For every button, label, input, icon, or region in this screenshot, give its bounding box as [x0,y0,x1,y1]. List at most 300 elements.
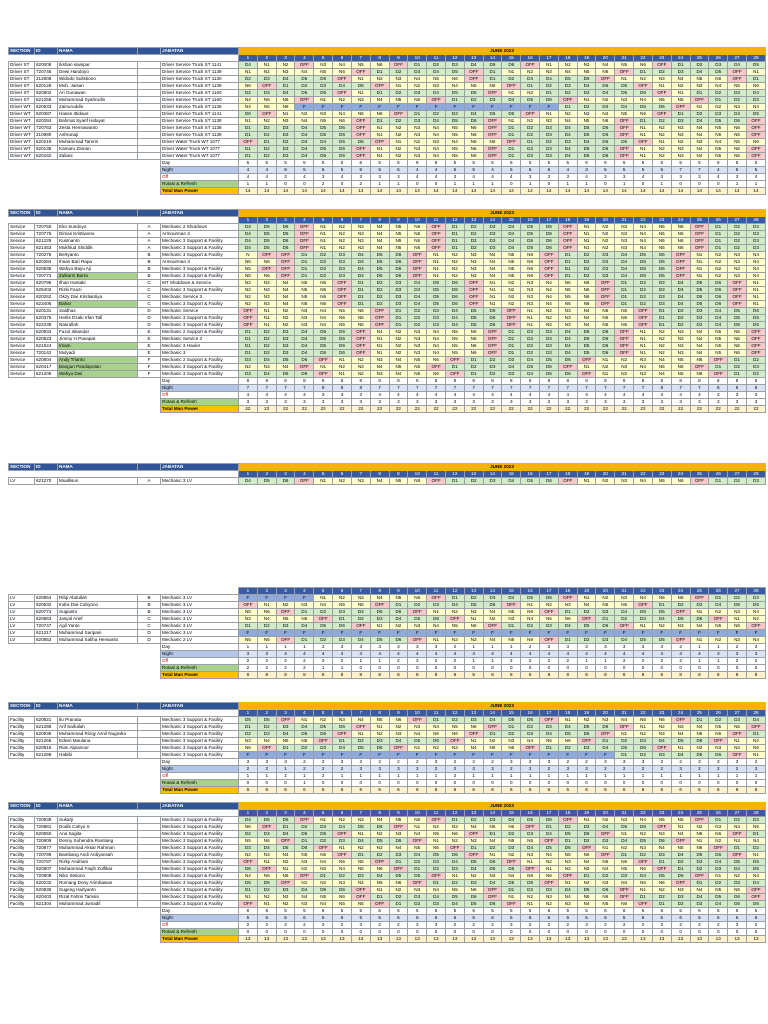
shift-cell[interactable]: N5 [596,315,615,322]
shift-cell[interactable]: OFF [596,852,615,859]
shift-cell[interactable]: N1 [483,287,502,294]
shift-cell[interactable]: D1 [351,301,370,308]
shift-cell[interactable]: D3 [408,69,427,76]
shift-cell[interactable]: OFF [257,83,276,90]
shift-cell[interactable]: N4 [652,371,671,378]
shift-cell[interactable]: N6 [314,287,333,294]
shift-cell[interactable]: D6 [746,859,765,866]
shift-cell[interactable]: D4 [483,717,502,724]
shift-cell[interactable]: D5 [709,118,728,125]
employee-row[interactable] [9,630,766,637]
shift-cell[interactable]: D1 [445,224,464,231]
shift-cell[interactable]: N3 [314,62,333,69]
shift-cell[interactable]: F [408,752,427,759]
shift-cell[interactable]: D4 [295,132,314,139]
shift-cell[interactable]: N3 [671,724,690,731]
shift-cell[interactable]: OFF [690,873,709,880]
shift-cell[interactable]: D4 [652,616,671,623]
shift-cell[interactable]: D2 [257,343,276,350]
shift-cell[interactable]: N6 [464,887,483,894]
shift-cell[interactable]: OFF [709,738,728,745]
shift-cell[interactable]: D2 [351,616,370,623]
shift-cell[interactable]: D4 [445,315,464,322]
shift-cell[interactable]: N6 [671,231,690,238]
shift-cell[interactable]: N4 [239,97,258,104]
shift-cell[interactable]: OFF [239,139,258,146]
shift-cell[interactable]: N6 [728,724,747,731]
shift-cell[interactable]: N6 [370,62,389,69]
shift-cell[interactable]: N5 [427,76,446,83]
shift-cell[interactable]: N1 [314,364,333,371]
shift-cell[interactable]: OFF [746,329,765,336]
shift-cell[interactable]: D1 [671,866,690,873]
shift-cell[interactable]: D4 [276,831,295,838]
shift-cell[interactable]: D4 [295,343,314,350]
shift-cell[interactable]: N1 [577,595,596,602]
shift-cell[interactable]: D2 [408,859,427,866]
shift-cell[interactable]: N4 [690,887,709,894]
shift-cell[interactable]: D4 [558,623,577,630]
shift-cell[interactable]: OFF [483,336,502,343]
shift-cell[interactable]: N6 [690,357,709,364]
shift-cell[interactable]: D1 [502,146,521,153]
shift-cell[interactable]: N5 [295,280,314,287]
shift-cell[interactable]: N2 [389,623,408,630]
shift-cell[interactable]: OFF [333,76,352,83]
shift-cell[interactable]: D5 [276,845,295,852]
shift-cell[interactable]: N2 [502,287,521,294]
shift-cell[interactable]: N3 [464,637,483,644]
shift-cell[interactable]: D2 [389,90,408,97]
shift-cell[interactable]: N6 [239,745,258,752]
shift-cell[interactable]: F [276,595,295,602]
employee-row[interactable] [9,717,766,724]
shift-cell[interactable]: D4 [351,259,370,266]
shift-cell[interactable]: OFF [615,350,634,357]
employee-row[interactable] [9,301,766,308]
shift-cell[interactable]: D5 [427,294,446,301]
shift-cell[interactable]: F [295,752,314,759]
shift-cell[interactable]: N3 [239,738,258,745]
shift-cell[interactable]: D3 [427,308,446,315]
shift-cell[interactable]: N6 [577,287,596,294]
shift-cell[interactable]: N4 [746,838,765,845]
shift-cell[interactable]: D4 [351,838,370,845]
shift-cell[interactable]: OFF [483,153,502,160]
shift-cell[interactable]: D5 [671,616,690,623]
shift-cell[interactable]: D6 [314,731,333,738]
shift-cell[interactable]: D3 [427,315,446,322]
shift-cell[interactable]: N6 [408,595,427,602]
shift-cell[interactable]: N1 [502,118,521,125]
shift-cell[interactable]: OFF [257,866,276,873]
shift-cell[interactable]: F [728,630,747,637]
shift-cell[interactable]: N4 [746,637,765,644]
shift-cell[interactable]: D2 [671,901,690,908]
shift-cell[interactable]: N1 [314,817,333,824]
shift-cell[interactable]: D6 [652,252,671,259]
employee-row[interactable] [9,315,766,322]
shift-cell[interactable]: D3 [709,866,728,873]
shift-cell[interactable]: D4 [295,146,314,153]
shift-cell[interactable]: N3 [408,125,427,132]
shift-cell[interactable]: N5 [333,315,352,322]
shift-cell[interactable]: N4 [596,866,615,873]
shift-cell[interactable]: D4 [295,153,314,160]
shift-cell[interactable]: D4 [239,245,258,252]
shift-cell[interactable]: N6 [671,245,690,252]
shift-cell[interactable]: D5 [615,745,634,752]
shift-cell[interactable]: N5 [690,731,709,738]
shift-cell[interactable]: N5 [295,294,314,301]
shift-cell[interactable]: D4 [558,350,577,357]
shift-cell[interactable]: D3 [276,125,295,132]
shift-cell[interactable]: D3 [257,831,276,838]
shift-cell[interactable]: D1 [671,111,690,118]
shift-cell[interactable]: OFF [596,287,615,294]
shift-cell[interactable]: D5 [314,146,333,153]
shift-cell[interactable]: D1 [709,364,728,371]
shift-cell[interactable]: N2 [728,873,747,880]
shift-cell[interactable]: D1 [445,245,464,252]
shift-cell[interactable]: N3 [295,315,314,322]
shift-cell[interactable]: D1 [389,901,408,908]
shift-cell[interactable]: D4 [370,873,389,880]
shift-cell[interactable]: N4 [483,609,502,616]
shift-cell[interactable]: D2 [464,224,483,231]
shift-cell[interactable]: D3 [239,371,258,378]
shift-cell[interactable]: N1 [295,717,314,724]
shift-cell[interactable]: D2 [483,371,502,378]
shift-cell[interactable]: D3 [408,90,427,97]
shift-cell[interactable]: N2 [596,478,615,485]
employee-row[interactable] [9,224,766,231]
shift-cell[interactable]: N3 [671,343,690,350]
shift-cell[interactable]: N1 [521,602,540,609]
shift-cell[interactable]: N6 [615,315,634,322]
shift-cell[interactable]: D1 [558,838,577,845]
shift-cell[interactable]: N2 [596,364,615,371]
shift-cell[interactable]: N2 [596,224,615,231]
shift-cell[interactable]: D6 [464,118,483,125]
shift-cell[interactable]: OFF [351,118,370,125]
shift-cell[interactable]: N1 [746,294,765,301]
shift-cell[interactable]: OFF [615,724,634,731]
shift-cell[interactable]: N4 [427,125,446,132]
shift-cell[interactable]: D5 [690,294,709,301]
shift-cell[interactable]: N2 [389,343,408,350]
shift-cell[interactable]: OFF [596,76,615,83]
shift-cell[interactable]: D4 [690,69,709,76]
shift-cell[interactable]: D2 [634,852,653,859]
shift-cell[interactable]: N1 [521,859,540,866]
shift-cell[interactable]: N6 [558,616,577,623]
shift-cell[interactable]: N2 [634,831,653,838]
shift-cell[interactable]: N1 [408,824,427,831]
shift-cell[interactable]: D2 [521,623,540,630]
shift-cell[interactable]: OFF [615,623,634,630]
shift-cell[interactable]: D6 [596,887,615,894]
shift-cell[interactable]: N3 [540,894,559,901]
shift-cell[interactable]: OFF [445,738,464,745]
shift-cell[interactable]: N2 [351,357,370,364]
shift-cell[interactable]: OFF [690,97,709,104]
shift-cell[interactable]: N2 [615,845,634,852]
shift-cell[interactable]: D3 [521,831,540,838]
shift-cell[interactable]: OFF [690,478,709,485]
shift-cell[interactable]: N5 [502,252,521,259]
shift-cell[interactable]: D5 [464,308,483,315]
shift-cell[interactable]: D1 [502,329,521,336]
employee-row[interactable] [9,824,766,831]
shift-cell[interactable]: D6 [652,609,671,616]
shift-cell[interactable]: N5 [445,153,464,160]
shift-cell[interactable]: N5 [709,887,728,894]
shift-cell[interactable]: N4 [314,901,333,908]
shift-cell[interactable]: D3 [295,139,314,146]
shift-cell[interactable]: D4 [615,838,634,845]
shift-cell[interactable]: N5 [314,894,333,901]
shift-cell[interactable]: N5 [445,343,464,350]
shift-cell[interactable]: N5 [314,118,333,125]
shift-cell[interactable]: D4 [558,132,577,139]
shift-cell[interactable]: D3 [483,364,502,371]
shift-cell[interactable]: OFF [709,371,728,378]
shift-cell[interactable]: N4 [483,838,502,845]
shift-cell[interactable]: D4 [333,83,352,90]
shift-cell[interactable]: OFF [540,717,559,724]
shift-cell[interactable]: D1 [690,90,709,97]
shift-cell[interactable]: N6 [746,83,765,90]
shift-cell[interactable]: N1 [634,132,653,139]
shift-cell[interactable]: D2 [257,336,276,343]
shift-cell[interactable]: D1 [239,132,258,139]
shift-cell[interactable]: N3 [314,111,333,118]
shift-cell[interactable]: F [239,595,258,602]
shift-cell[interactable]: N5 [596,859,615,866]
shift-cell[interactable]: N2 [408,83,427,90]
shift-cell[interactable]: D3 [333,259,352,266]
shift-cell[interactable]: D5 [577,343,596,350]
shift-cell[interactable]: D5 [257,478,276,485]
shift-cell[interactable]: D2 [728,364,747,371]
shift-cell[interactable]: D4 [389,616,408,623]
employee-row[interactable] [9,259,766,266]
shift-cell[interactable]: D1 [351,852,370,859]
shift-cell[interactable]: N4 [709,83,728,90]
shift-cell[interactable]: N4 [690,146,709,153]
shift-cell[interactable]: N1 [389,139,408,146]
shift-cell[interactable]: N6 [445,831,464,838]
employee-row[interactable] [9,880,766,887]
shift-cell[interactable]: D2 [709,90,728,97]
shift-cell[interactable]: N1 [427,273,446,280]
shift-cell[interactable]: N4 [276,301,295,308]
shift-cell[interactable]: N4 [276,280,295,287]
shift-cell[interactable]: OFF [276,273,295,280]
shift-cell[interactable]: F [577,752,596,759]
shift-cell[interactable]: OFF [333,852,352,859]
shift-cell[interactable]: N2 [709,266,728,273]
shift-cell[interactable]: N4 [370,245,389,252]
shift-cell[interactable]: N1 [577,224,596,231]
shift-cell[interactable]: D2 [464,231,483,238]
shift-cell[interactable]: D6 [502,866,521,873]
shift-cell[interactable]: D1 [445,478,464,485]
shift-cell[interactable]: F [502,630,521,637]
shift-cell[interactable]: N5 [483,745,502,752]
shift-cell[interactable]: D3 [540,343,559,350]
employee-row[interactable] [9,752,766,759]
shift-cell[interactable]: N6 [351,308,370,315]
shift-cell[interactable]: N6 [464,623,483,630]
shift-cell[interactable]: OFF [690,364,709,371]
shift-cell[interactable]: D6 [634,745,653,752]
shift-cell[interactable]: D6 [690,738,709,745]
shift-cell[interactable]: F [314,630,333,637]
shift-cell[interactable]: D6 [464,90,483,97]
shift-cell[interactable]: D5 [540,371,559,378]
shift-cell[interactable]: OFF [427,224,446,231]
shift-cell[interactable]: N6 [634,111,653,118]
shift-cell[interactable]: OFF [239,901,258,908]
shift-cell[interactable]: N1 [370,146,389,153]
shift-cell[interactable]: D2 [634,280,653,287]
shift-cell[interactable]: N5 [333,322,352,329]
shift-cell[interactable]: N3 [634,845,653,852]
shift-cell[interactable]: D3 [746,595,765,602]
shift-cell[interactable]: F [445,752,464,759]
shift-cell[interactable]: OFF [521,62,540,69]
shift-cell[interactable]: D6 [634,90,653,97]
shift-cell[interactable]: N3 [257,852,276,859]
shift-cell[interactable]: N3 [671,350,690,357]
shift-cell[interactable]: D1 [333,616,352,623]
shift-cell[interactable]: F [464,104,483,111]
shift-cell[interactable]: D2 [709,717,728,724]
shift-cell[interactable]: D1 [445,817,464,824]
shift-cell[interactable]: N6 [596,894,615,901]
shift-cell[interactable]: F [370,630,389,637]
shift-cell[interactable]: D1 [746,831,765,838]
shift-cell[interactable]: D4 [408,294,427,301]
shift-cell[interactable]: N3 [671,125,690,132]
shift-cell[interactable]: D4 [295,350,314,357]
shift-cell[interactable]: N2 [257,894,276,901]
shift-cell[interactable]: N6 [427,357,446,364]
employee-row[interactable] [9,125,766,132]
shift-cell[interactable]: D6 [333,887,352,894]
shift-cell[interactable]: D6 [577,731,596,738]
shift-cell[interactable]: D5 [521,595,540,602]
shift-cell[interactable]: D2 [464,595,483,602]
shift-cell[interactable]: OFF [728,294,747,301]
shift-cell[interactable]: N6 [276,97,295,104]
shift-cell[interactable]: D5 [370,609,389,616]
shift-cell[interactable]: D3 [652,852,671,859]
shift-cell[interactable]: N6 [615,308,634,315]
shift-cell[interactable]: D5 [577,350,596,357]
shift-cell[interactable]: N5 [333,308,352,315]
shift-cell[interactable]: N2 [276,315,295,322]
shift-cell[interactable]: D2 [728,478,747,485]
shift-cell[interactable]: OFF [427,478,446,485]
shift-cell[interactable]: D1 [257,139,276,146]
shift-cell[interactable]: D1 [276,83,295,90]
shift-cell[interactable]: F [690,630,709,637]
shift-cell[interactable]: OFF [483,146,502,153]
shift-cell[interactable]: D6 [652,259,671,266]
shift-cell[interactable]: N2 [521,894,540,901]
shift-cell[interactable]: N5 [239,273,258,280]
shift-cell[interactable]: D2 [521,350,540,357]
shift-cell[interactable]: OFF [445,845,464,852]
shift-cell[interactable]: D4 [521,845,540,852]
shift-cell[interactable]: N1 [445,873,464,880]
shift-cell[interactable]: N6 [502,824,521,831]
shift-cell[interactable]: N3 [408,623,427,630]
shift-cell[interactable]: OFF [427,245,446,252]
employee-row[interactable] [9,238,766,245]
shift-cell[interactable]: N2 [652,623,671,630]
shift-cell[interactable]: D3 [483,238,502,245]
shift-cell[interactable]: D5 [690,280,709,287]
shift-cell[interactable]: OFF [239,308,258,315]
shift-cell[interactable]: N5 [521,873,540,880]
shift-cell[interactable]: F [389,752,408,759]
shift-cell[interactable]: N3 [652,831,671,838]
shift-cell[interactable]: N3 [577,866,596,873]
shift-cell[interactable]: N1 [389,83,408,90]
shift-cell[interactable]: N1 [427,609,446,616]
shift-cell[interactable]: N3 [351,595,370,602]
shift-cell[interactable]: D2 [502,731,521,738]
shift-cell[interactable]: D1 [540,90,559,97]
shift-cell[interactable]: D2 [671,602,690,609]
employee-row[interactable] [9,595,766,602]
shift-cell[interactable]: D1 [464,357,483,364]
shift-cell[interactable]: D6 [483,859,502,866]
shift-cell[interactable]: D6 [445,852,464,859]
shift-cell[interactable]: D6 [333,153,352,160]
shift-cell[interactable]: D2 [370,280,389,287]
shift-cell[interactable]: OFF [690,595,709,602]
shift-cell[interactable]: D2 [464,238,483,245]
shift-cell[interactable]: N2 [483,738,502,745]
shift-cell[interactable]: D1 [502,153,521,160]
shift-cell[interactable]: D6 [596,623,615,630]
shift-cell[interactable]: D3 [389,280,408,287]
shift-cell[interactable]: D3 [540,623,559,630]
shift-cell[interactable]: OFF [540,637,559,644]
shift-cell[interactable]: OFF [351,887,370,894]
shift-cell[interactable]: N6 [464,329,483,336]
shift-cell[interactable]: N3 [558,859,577,866]
shift-cell[interactable]: OFF [333,831,352,838]
shift-cell[interactable]: N6 [728,350,747,357]
shift-cell[interactable]: N3 [370,371,389,378]
shift-cell[interactable]: D3 [333,266,352,273]
shift-cell[interactable]: N3 [558,322,577,329]
shift-cell[interactable]: N2 [389,153,408,160]
shift-cell[interactable]: OFF [728,831,747,838]
shift-cell[interactable]: N5 [709,329,728,336]
shift-cell[interactable]: D2 [709,880,728,887]
shift-cell[interactable]: N5 [709,343,728,350]
shift-cell[interactable]: D4 [464,111,483,118]
shift-cell[interactable]: D2 [445,717,464,724]
shift-cell[interactable]: N3 [239,616,258,623]
